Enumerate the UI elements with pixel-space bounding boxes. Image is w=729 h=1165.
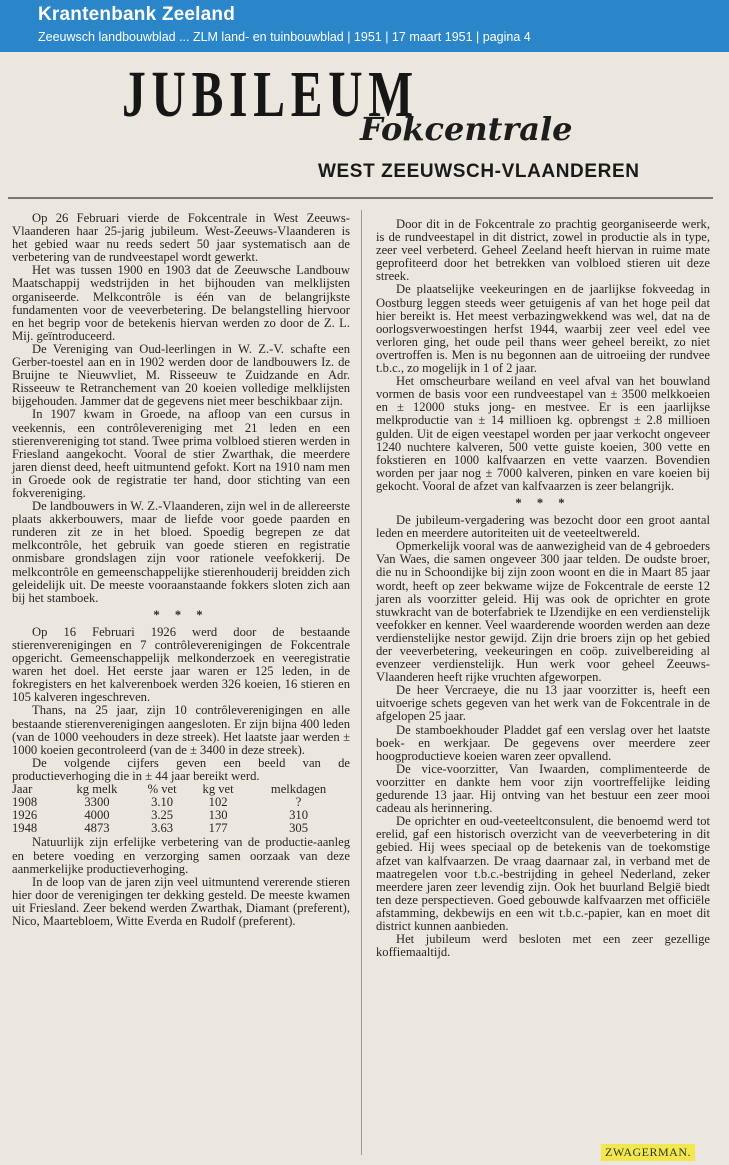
table-header: Jaar bbox=[12, 782, 33, 797]
section-separator: * * * bbox=[153, 607, 209, 622]
paragraph: Natuurlijk zijn erfelijke verbetering van de productie-aanleg en betere voeding en verzorging samen oorzaak van deze aanmerkelijke productieverhoging. bbox=[12, 835, 350, 876]
section-separator: * * * bbox=[515, 495, 571, 510]
column-divider bbox=[361, 210, 362, 1155]
table-header: kg melk bbox=[76, 782, 118, 797]
table-cell: 102 bbox=[208, 795, 228, 810]
table-cell: 3.63 bbox=[151, 821, 174, 836]
paragraph: De stamboekhouder Pladdet gaf een verslag over het laatste boek- en werkjaar. De gegevens over meerdere zeer hoogproductieve koeien waren zeer opvallend. bbox=[376, 722, 710, 763]
paragraph: De volgende cijfers geven een beeld van de productieverhoging die in ± 44 jaar bereikt werd. bbox=[12, 755, 350, 783]
table-header: kg vet bbox=[202, 782, 234, 797]
table-cell: 4873 bbox=[84, 821, 110, 836]
headline-main: JUBILEUM bbox=[122, 58, 419, 131]
paragraph: In de loop van de jaren zijn veel uitmuntend vererende stieren hier door de verenigingen ter dekking gesteld. De meeste kwamen uit Friesland. Zeer bekend werden Zwarthak, Diamant (preferent), Nico, Maartebloem, Witte Everda en Rudolf (preferent). bbox=[12, 874, 350, 928]
paragraph: De vice-voorzitter, Van Iwaarden, complimenteerde de voorzitter en dankte hem voor zijn voortreffelijke leiding gedurende 13 jaar. Hij ontving van het bestuur een zeer mooi cadeau als herinnering. bbox=[376, 761, 710, 816]
paragraph: Het was tussen 1900 en 1903 dat de Zeeuwsche Landbouw Maatschappij wedstrijden in het bijhouden van melklijsten organiseerde. Melkcontrôle is één van de belangrijkste fundamenten voor de veeverbetering. De belangstelling hiervoor en het begrip voor de betekenis hiervan werden zo door de Z. L. Mij. geïntroduceerd. bbox=[12, 263, 350, 343]
table-header: % vet bbox=[147, 782, 177, 797]
table-cell: 1908 bbox=[12, 795, 38, 810]
table-cell: 310 bbox=[289, 808, 308, 823]
site-title[interactable]: Krantenbank Zeeland bbox=[38, 4, 236, 25]
table-cell: 4000 bbox=[84, 808, 110, 823]
paragraph: De heer Vercraeye, die nu 13 jaar voorzitter is, heeft een uitvoerige schets gegeven van het werk van de Fokcentrale in de afgelopen 25 jaar. bbox=[376, 683, 710, 724]
article-column-right bbox=[376, 218, 710, 959]
headline-rule bbox=[8, 197, 713, 199]
table-cell: 177 bbox=[208, 821, 228, 836]
site-header bbox=[0, 0, 729, 52]
table-cell: 305 bbox=[289, 821, 308, 836]
paragraph: Het jubileum werd besloten met een zeer gezellige koffiemaaltijd. bbox=[376, 932, 710, 960]
paragraph: Door dit in de Fokcentrale zo prachtig georganiseerde werk, is de rundveestapel in dit district, zowel in productie als in type, zeer veel verbeterd. Geheel Zeeland heeft hiervan in ruime mate geprofiteerd door het betrekken van volbloed stieren uit deze streek. bbox=[376, 217, 710, 284]
headline-sub: Fokcentrale bbox=[360, 110, 573, 148]
headline-region: WEST ZEEUWSCH-VLAANDEREN bbox=[318, 161, 640, 182]
paragraph: De landbouwers in W. Z.-Vlaanderen, zijn wel in de allereerste plaats akkerbouwers, maar de liefde voor goede paarden en runderen zit ze in het bloed. Spoedig begrepen ze dat melkcontrôle, het gebruik van goede stieren en registratie onmisbare grondslagen zijn voor rationele veefokkerij. De melkcontrôle en gemeenschappelijke stierenhouderij breidden zich geleidelijk uit. De meeste vooraanstaande fokkers sloten zich aan bij het stamboek. bbox=[12, 499, 350, 605]
table-cell: 1926 bbox=[12, 808, 38, 823]
paragraph: Op 16 Februari 1926 werd door de bestaande stierenverenigingen en 7 contrôleverenigingen de Fokcentrale opgericht. Gemeenschappelijk melkonderzoek en veeregistratie waren het doel. Het eerste jaar waren er 125 leden, in de fokregisters en het kalverenboek werden 326 koeien, 16 stieren en 105 kalveren ingeschreven. bbox=[12, 624, 350, 705]
article-column-left bbox=[12, 212, 350, 928]
newspaper-clipping bbox=[0, 52, 729, 1165]
table-cell: 3.10 bbox=[151, 795, 174, 810]
paragraph: Thans, na 25 jaar, zijn 10 contrôleverenigingen en alle bestaande stierenverenigingen aangesloten. Er zijn bijna 400 leden (van de 1000 veehouders in deze streek). Het laatste jaar werden ± 1000 koeien gecontroleerd (van de ± 3400 in deze streek). bbox=[12, 703, 350, 757]
table-cell: 130 bbox=[208, 808, 228, 823]
table-cell: 3300 bbox=[84, 795, 110, 810]
paragraph: Opmerkelijk vooral was de aanwezigheid van de 4 gebroeders Van Waes, die samen ongeveer 300 jaar telden. De oudste broer, die nu in Schoondijke bij zijn zoon woont en die in Maart 85 jaar wordt, heeft op zeer bekwame wijze de Fokcentrale de eerste 12 jaren als voorzitter geleid. Hij was ook de oprichter en grote stuwkracht van de boterfabriek te IJzendijke en een verdienstelijk veefokker en kenner. Veel waarderende woorden werden aan deze verdienstelijke nestor gewijd. Zijn drie broers zijn op het gebied der veeverbetering, veekeuringen en coöp. zuivelbereiding al evenzeer verdienstelijk. Hun werk voor geheel Zeeuws-Vlaanderen heeft rijke vruchten afgeworpen. bbox=[376, 539, 710, 685]
paragraph: De oprichter en oud-veeteeltconsulent, die benoemd werd tot erelid, gaf een historisch overzicht van de veeverbetering in dit gebied. Hij wees speciaal op de betekenis van de toekomstige afzet van kalfvaarzen. De vraag daarnaar zal, in verband met de maatregelen voor t.b.c.-bestrijding in geheel Nederland, zeker meerdere jaren zeer levendig zijn. Ook het buurland België biedt ten deze perspectieven. Goed gebouwde kalfvaarzen met officiële afstamming, dekbewijs en een wit t.b.c.-papier, kan en moet dit district kunnen aanbieden. bbox=[376, 814, 710, 933]
archive-stamp: ZWAGERMAN. bbox=[601, 1144, 695, 1161]
breadcrumb[interactable]: Zeeuwsch landbouwblad ... ZLM land- en tuinbouwblad | 1951 | 17 maart 1951 | pagina 4 bbox=[38, 30, 531, 44]
paragraph: De Vereniging van Oud-leerlingen in W. Z.-V. schafte een Gerber-toestel aan en in 1902 werden door de landbouwers Iz. de Bruijne te Nieuwvliet, M. Risseeuw te Zuidzande en Adr. Risseeuw te Retranchement van 20 koeien volledige melklijsten bijgehouden. Jammer dat de gegevens niet meer beschikbaar zijn. bbox=[12, 341, 350, 409]
table-cell: ? bbox=[295, 795, 302, 810]
table-cell: 3.25 bbox=[151, 808, 174, 823]
paragraph: In 1907 kwam in Groede, na afloop van een cursus in veekennis, een contrôlevereniging met 21 leden en een stierenvereniging tot stand. Twee prima volbloed stieren werden in Friesland aangekocht. Vooral de stier Zwarthak, die meerdere jaren dienst deed, heeft uitmuntend gefokt. Kort na 1910 nam men in Groede ook de registratie ter hand, door stichting van een fokvereniging. bbox=[12, 407, 350, 500]
paragraph: Het omscheurbare weiland en veel afval van het bouwland vormen de basis voor een rundveestapel van ± 3500 melkkoeien en ± 12000 stuks jong- en mestvee. Er is een jaarlijkse melkproductie van ± 14 millioen kg. opbrengst ± 2.8 millioen gulden. Uit de eigen veestapel worden per jaar verkocht ongeveer 1240 nuchtere kalveren, 500 vette guiste koeien, 300 vette en fokstieren en 1000 kalfvaarzen en vette vaarzen. Bovendien worden per jaar nog ± 7000 kalveren, pinken en vare koeien bij gekocht. Vooral de afzet van kalfvaarzen is zeer belangrijk. bbox=[376, 374, 710, 493]
production-table bbox=[12, 783, 350, 835]
paragraph: Op 26 Februari vierde de Fokcentrale in West Zeeuws-Vlaanderen haar 25-jarig jubileum. West-Zeeuws-Vlaanderen is het gebied waar nu reeds sedert 50 jaar systematisch aan de verbetering van de rundveestapel wordt gewerkt. bbox=[12, 211, 350, 265]
table-row bbox=[12, 822, 350, 835]
paragraph: De plaatselijke veekeuringen en de jaarlijkse fokveedag in Oostburg leggen steeds weer getuigenis af van het hoge peil dat hier bereikt is. Het meest verbazingwekkend was wel, dat na de oorlogsverwoestingen herfst 1944, waarbij zeer veel edel vee verloren ging, het oude peil thans weer geheel bereikt, zo niet overtroffen is. Men is nu begonnen aan de uitroeiing der rundvee t.b.c., zo mogelijk in 1 of 2 jaar. bbox=[376, 282, 710, 376]
table-cell: 1948 bbox=[12, 821, 38, 836]
paragraph: De jubileum-vergadering was bezocht door een groot aantal leden en meerdere autoriteiten uit de veeteeltwereld. bbox=[376, 513, 710, 541]
table-header: melkdagen bbox=[270, 782, 327, 797]
